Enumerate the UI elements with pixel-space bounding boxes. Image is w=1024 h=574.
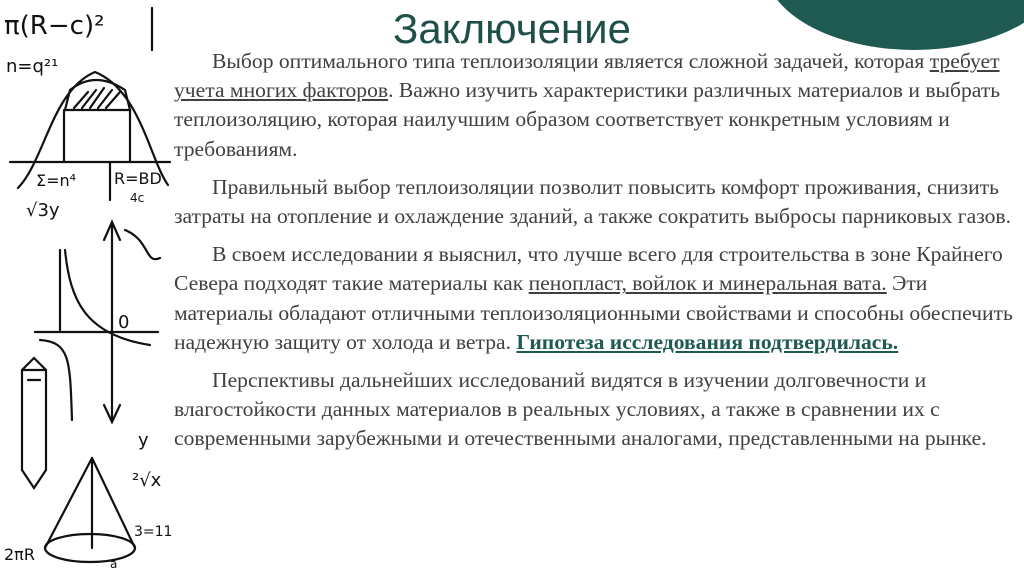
paragraph <box>174 47 1014 164</box>
doodle-y: y <box>138 430 149 451</box>
doodle-a: a <box>110 557 118 571</box>
hypothesis-statement: Гипотеза исследования подтвердилась. <box>516 329 899 354</box>
doodle-four: 4c <box>130 191 145 205</box>
underlined-phrase: пенопласт, войлок и минеральная вата. <box>528 271 887 296</box>
doodle-sigma: Σ=n⁴ <box>36 171 77 190</box>
text-run: В своем исследовании я выяснил, что лучше всего для строительства в зоне Крайнего Севера подходят такие материалы как <box>174 242 1003 296</box>
paragraph <box>174 173 1014 231</box>
math-doodles-illustration <box>0 0 180 574</box>
underlined-phrase: требует учета многих факторов <box>174 49 1000 103</box>
doodle-three: 3=11 <box>134 524 173 540</box>
doodle-n-eq: n=q²¹ <box>6 56 59 77</box>
text-run: Правильный выбор теплоизоляции позволит повысить комфорт проживания, снизить затраты на отопление и охлаждение зданий, а также сократить выбросы парниковых газов. <box>174 174 1011 229</box>
text-run: Эти материалы обладают отличными теплоизоляционными свойствами и способны обеспечить надежную защиту от холода и ветра. <box>174 271 1013 354</box>
paragraph <box>174 366 1014 454</box>
page-title: Заключение <box>393 5 631 52</box>
doodle-zero: 0 <box>118 312 130 333</box>
paragraph <box>174 240 1014 357</box>
doodle-two-pi-r: 2πR <box>4 545 35 564</box>
doodle-formula-top: π(R−c)² <box>4 11 105 41</box>
doodle-two-sqrt: ²√x <box>132 470 162 491</box>
conclusion-text <box>174 47 1014 463</box>
text-run: Выбор оптимального типа теплоизоляции является сложной задачей, которая <box>212 49 930 73</box>
text-run: Перспективы дальнейших исследований видятся в изучении долговечности и влагостойкости данных материалов в реальных условиях, а также в сравнении их с современными зарубежными и отечественными аналогами, представленными на рынке. <box>174 368 987 451</box>
doodle-sqrt: √3y <box>26 200 60 221</box>
doodle-r-eq: R=BD <box>114 169 162 188</box>
text-run: . Важно изучить характеристики различных материалов и выбрать теплоизоляцию, которая наилучшим образом соответствует конкретным условиям и требованиям. <box>174 78 1001 161</box>
